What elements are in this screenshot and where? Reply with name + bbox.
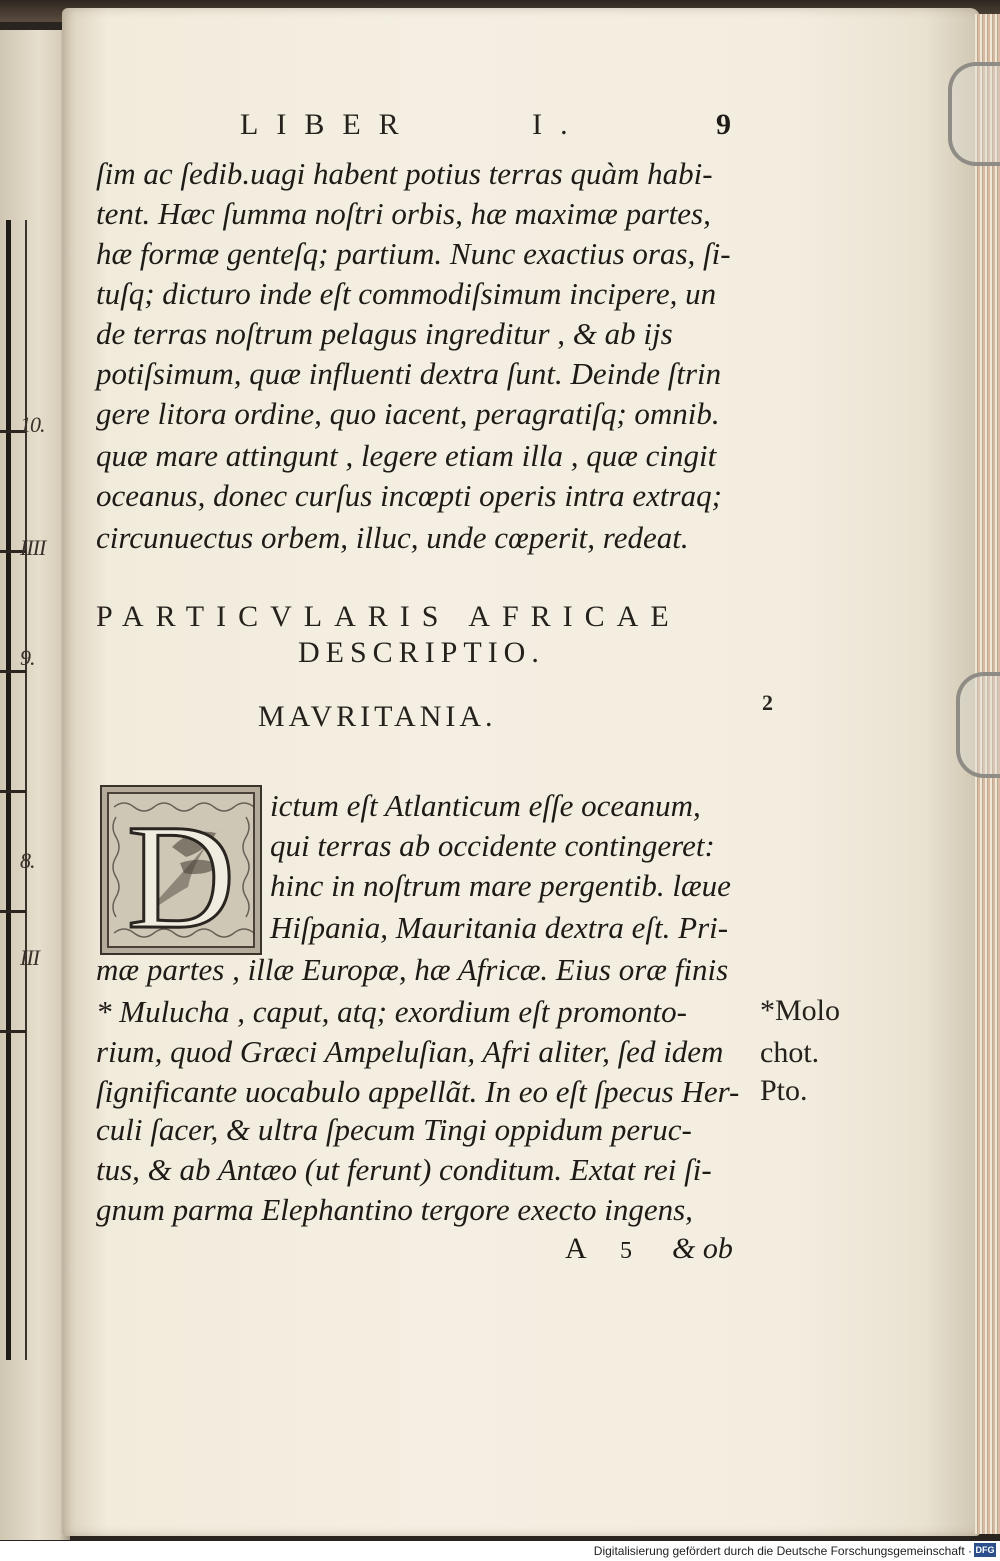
text-line: ſim ac ſedib.uagi habent potius terras quàm habi-	[96, 156, 713, 191]
text-line: hinc in noſtrum mare pergentib. læue	[270, 868, 731, 903]
running-head-label: LIBER	[240, 108, 417, 141]
marginal-note-line: *Molo	[760, 994, 841, 1027]
left-page-fragment	[0, 30, 70, 1540]
page-clip	[948, 62, 1000, 166]
footer-credit: Digitalisierung gefördert durch die Deutsche Forschungsgemeinschaft ·	[593, 1544, 972, 1558]
left-page-number: 9.	[20, 645, 35, 670]
text-line: mæ partes , illæ Europæ, hæ Africæ. Eius oræ finis	[96, 952, 729, 987]
page-number: 9	[716, 108, 731, 141]
text-line: tus, & ab Antæo (ut ferunt) conditum. Extat rei ſi-	[96, 1152, 712, 1187]
text-line: hæ formæ genteſq; partium. Nunc exactius oras, ſi-	[96, 236, 731, 271]
text-line: potiſsimum, quæ influenti dextra ſunt. Deinde ſtrin	[96, 356, 722, 391]
running-head-book: I.	[532, 108, 586, 141]
text-line: tent. Hæc ſumma noſtri orbis, hæ maximæ partes,	[96, 196, 711, 231]
marginal-note-line: chot.	[760, 1036, 820, 1069]
signature-mark: A	[565, 1232, 587, 1265]
text-line: de terras noſtrum pelagus ingreditur , & ab ijs	[96, 316, 673, 351]
left-page-tick	[0, 1030, 26, 1033]
drop-cap-letter: D	[126, 794, 236, 953]
page-clip	[956, 672, 1000, 778]
section-heading-line-2: DESCRIPTIO.	[298, 636, 545, 669]
text-line: * Mulucha , caput, atq; exordium eſt promonto-	[96, 994, 687, 1029]
section-heading-line-1: PARTICVLARIS AFRICAE	[96, 600, 681, 633]
signature-number: 5	[620, 1238, 632, 1264]
catchword: & ob	[672, 1232, 733, 1265]
running-head	[240, 108, 586, 142]
text-line: gnum parma Elephantino tergore execto ingens,	[96, 1192, 693, 1227]
text-line: quæ mare attingunt , legere etiam illa , quæ cingit	[96, 438, 717, 473]
decorated-initial	[100, 785, 262, 955]
text-line: ſignificante uocabulo appellãt. In eo eſt ſpecus Her-	[96, 1074, 740, 1109]
text-line: culi ſacer, & ultra ſpecum Tingi oppidum peruc-	[96, 1112, 692, 1147]
text-line: Hiſpania, Mauritania dextra eſt. Pri-	[270, 910, 729, 945]
dfg-logo: DFG	[975, 1545, 995, 1555]
text-line: gere litora ordine, quo iacent, peragratiſq; omnib.	[96, 396, 720, 431]
decorated-initial-art	[102, 787, 260, 953]
left-page-number: 8.	[20, 848, 35, 873]
text-line: ictum eſt Atlanticum eſſe oceanum,	[270, 788, 701, 823]
text-line: circunuectus orbem, illuc, unde cœperit, redeat.	[96, 520, 689, 555]
left-page-number: 10.	[20, 412, 45, 437]
left-page-number: III	[20, 945, 39, 970]
subheading-mauritania: MAVRITANIA.	[258, 700, 497, 733]
left-page-tick	[0, 910, 26, 913]
text-line: tuſq; dicturo inde eſt commodiſsimum incipere, un	[96, 276, 717, 311]
text-line: rium, quod Græci Ampeluſian, Afri aliter, ſed idem	[96, 1034, 724, 1069]
left-page-number: IIII	[20, 535, 46, 560]
text-line: oceanus, donec curſus incœpti operis intra extraq;	[96, 478, 722, 513]
text-line: qui terras ab occidente contingeret:	[270, 828, 715, 863]
marginal-note-line: Pto.	[760, 1074, 808, 1107]
left-page-tick	[0, 790, 26, 793]
margin-number: 2	[762, 690, 773, 715]
